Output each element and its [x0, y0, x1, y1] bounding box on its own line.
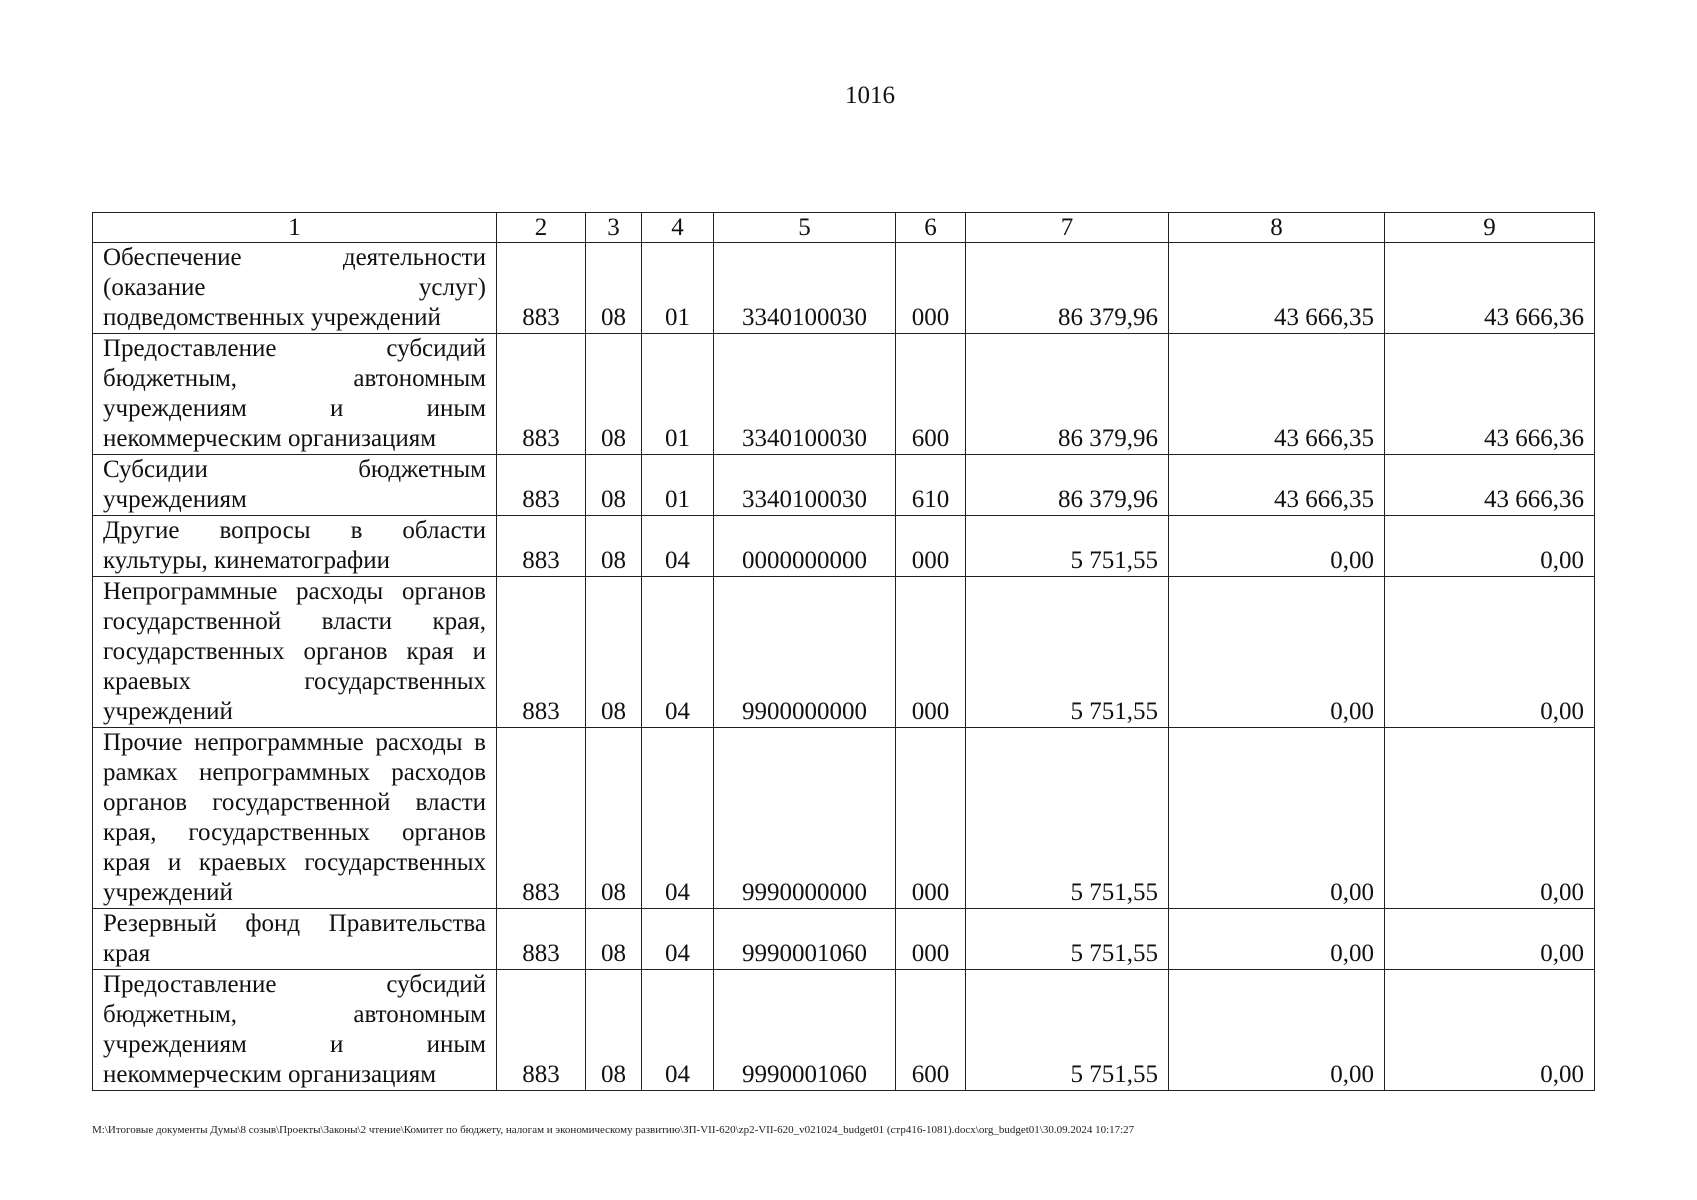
subsection-cell: 01 — [642, 334, 714, 455]
code-cell: 883 — [497, 577, 586, 728]
code-cell: 883 — [497, 516, 586, 577]
code-cell: 883 — [497, 243, 586, 334]
row-name-cell: Обеспечение деятельности (оказание услуг) подведомственных учреждений — [93, 243, 497, 334]
amount-cell: 43 666,35 — [1169, 334, 1385, 455]
row-name-cell: Субсидии бюджетным учреждениям — [93, 455, 497, 516]
amount-cell: 0,00 — [1385, 970, 1595, 1091]
column-header: 3 — [586, 213, 642, 243]
expense-type-cell: 000 — [896, 728, 966, 909]
column-header: 7 — [966, 213, 1169, 243]
amount-cell: 5 751,55 — [966, 728, 1169, 909]
subsection-cell: 04 — [642, 728, 714, 909]
section-cell: 08 — [586, 970, 642, 1091]
amount-cell: 5 751,55 — [966, 909, 1169, 970]
subsection-cell: 01 — [642, 243, 714, 334]
amount-cell: 0,00 — [1169, 577, 1385, 728]
target-article-cell: 3340100030 — [714, 243, 896, 334]
amount-cell: 0,00 — [1169, 970, 1385, 1091]
expense-type-cell: 600 — [896, 970, 966, 1091]
target-article-cell: 9990000000 — [714, 728, 896, 909]
amount-cell: 43 666,35 — [1169, 455, 1385, 516]
budget-table — [92, 212, 1595, 1091]
code-cell: 883 — [497, 334, 586, 455]
column-header: 1 — [93, 213, 497, 243]
amount-cell: 43 666,35 — [1169, 243, 1385, 334]
row-name-cell: Предоставление субсидий бюджетным, автономным учреждениям и иным некоммерческим организациям — [93, 334, 497, 455]
target-article-cell: 3340100030 — [714, 334, 896, 455]
table-row — [93, 455, 1595, 516]
section-cell: 08 — [586, 909, 642, 970]
amount-cell: 5 751,55 — [966, 516, 1169, 577]
subsection-cell: 01 — [642, 455, 714, 516]
amount-cell: 86 379,96 — [966, 243, 1169, 334]
target-article-cell: 0000000000 — [714, 516, 896, 577]
section-cell: 08 — [586, 728, 642, 909]
code-cell: 883 — [497, 909, 586, 970]
expense-type-cell: 600 — [896, 334, 966, 455]
expense-type-cell: 000 — [896, 516, 966, 577]
amount-cell: 5 751,55 — [966, 577, 1169, 728]
column-header: 6 — [896, 213, 966, 243]
subsection-cell: 04 — [642, 577, 714, 728]
section-cell: 08 — [586, 455, 642, 516]
section-cell: 08 — [586, 516, 642, 577]
amount-cell: 86 379,96 — [966, 455, 1169, 516]
column-header: 2 — [497, 213, 586, 243]
table-row — [93, 728, 1595, 909]
amount-cell: 43 666,36 — [1385, 455, 1595, 516]
target-article-cell: 9990001060 — [714, 970, 896, 1091]
expense-type-cell: 000 — [896, 577, 966, 728]
table-header-row — [93, 213, 1595, 243]
expense-type-cell: 000 — [896, 243, 966, 334]
section-cell: 08 — [586, 577, 642, 728]
code-cell: 883 — [497, 970, 586, 1091]
table-row — [93, 970, 1595, 1091]
subsection-cell: 04 — [642, 970, 714, 1091]
target-article-cell: 9990001060 — [714, 909, 896, 970]
table-row — [93, 516, 1595, 577]
column-header: 9 — [1385, 213, 1595, 243]
amount-cell: 0,00 — [1169, 728, 1385, 909]
target-article-cell: 3340100030 — [714, 455, 896, 516]
amount-cell: 43 666,36 — [1385, 243, 1595, 334]
row-name-cell: Непрограммные расходы органов государственной власти края, государственных органов края и краевых государственных учреждений — [93, 577, 497, 728]
amount-cell: 5 751,55 — [966, 970, 1169, 1091]
expense-type-cell: 000 — [896, 909, 966, 970]
code-cell: 883 — [497, 728, 586, 909]
table-row — [93, 243, 1595, 334]
target-article-cell: 9900000000 — [714, 577, 896, 728]
row-name-cell: Резервный фонд Правительства края — [93, 909, 497, 970]
amount-cell: 0,00 — [1169, 516, 1385, 577]
subsection-cell: 04 — [642, 516, 714, 577]
row-name-cell: Другие вопросы в области культуры, кинематографии — [93, 516, 497, 577]
table-row — [93, 577, 1595, 728]
row-name-cell: Прочие непрограммные расходы в рамках непрограммных расходов органов государственной власти края, государственных органов края и краевых государственных учреждений — [93, 728, 497, 909]
subsection-cell: 04 — [642, 909, 714, 970]
table-row — [93, 909, 1595, 970]
amount-cell: 86 379,96 — [966, 334, 1169, 455]
amount-cell: 0,00 — [1385, 909, 1595, 970]
footer-file-path: M:\Итоговые документы Думы\8 созыв\Проекты\Законы\2 чтение\Комитет по бюджету, налогам и экономическому развитию\ЗП-VII-620\zp2-VII-620_v021024_budget01 (стр416-1081).docx\org_budget01\30.09.2024 10:17:27 — [92, 1124, 1135, 1136]
section-cell: 08 — [586, 243, 642, 334]
column-header: 5 — [714, 213, 896, 243]
amount-cell: 0,00 — [1385, 577, 1595, 728]
section-cell: 08 — [586, 334, 642, 455]
page-number: 1016 — [845, 82, 895, 109]
amount-cell: 0,00 — [1385, 728, 1595, 909]
amount-cell: 43 666,36 — [1385, 334, 1595, 455]
row-name-cell: Предоставление субсидий бюджетным, автономным учреждениям и иным некоммерческим организациям — [93, 970, 497, 1091]
expense-type-cell: 610 — [896, 455, 966, 516]
amount-cell: 0,00 — [1385, 516, 1595, 577]
column-header: 4 — [642, 213, 714, 243]
table-row — [93, 334, 1595, 455]
amount-cell: 0,00 — [1169, 909, 1385, 970]
code-cell: 883 — [497, 455, 586, 516]
column-header: 8 — [1169, 213, 1385, 243]
